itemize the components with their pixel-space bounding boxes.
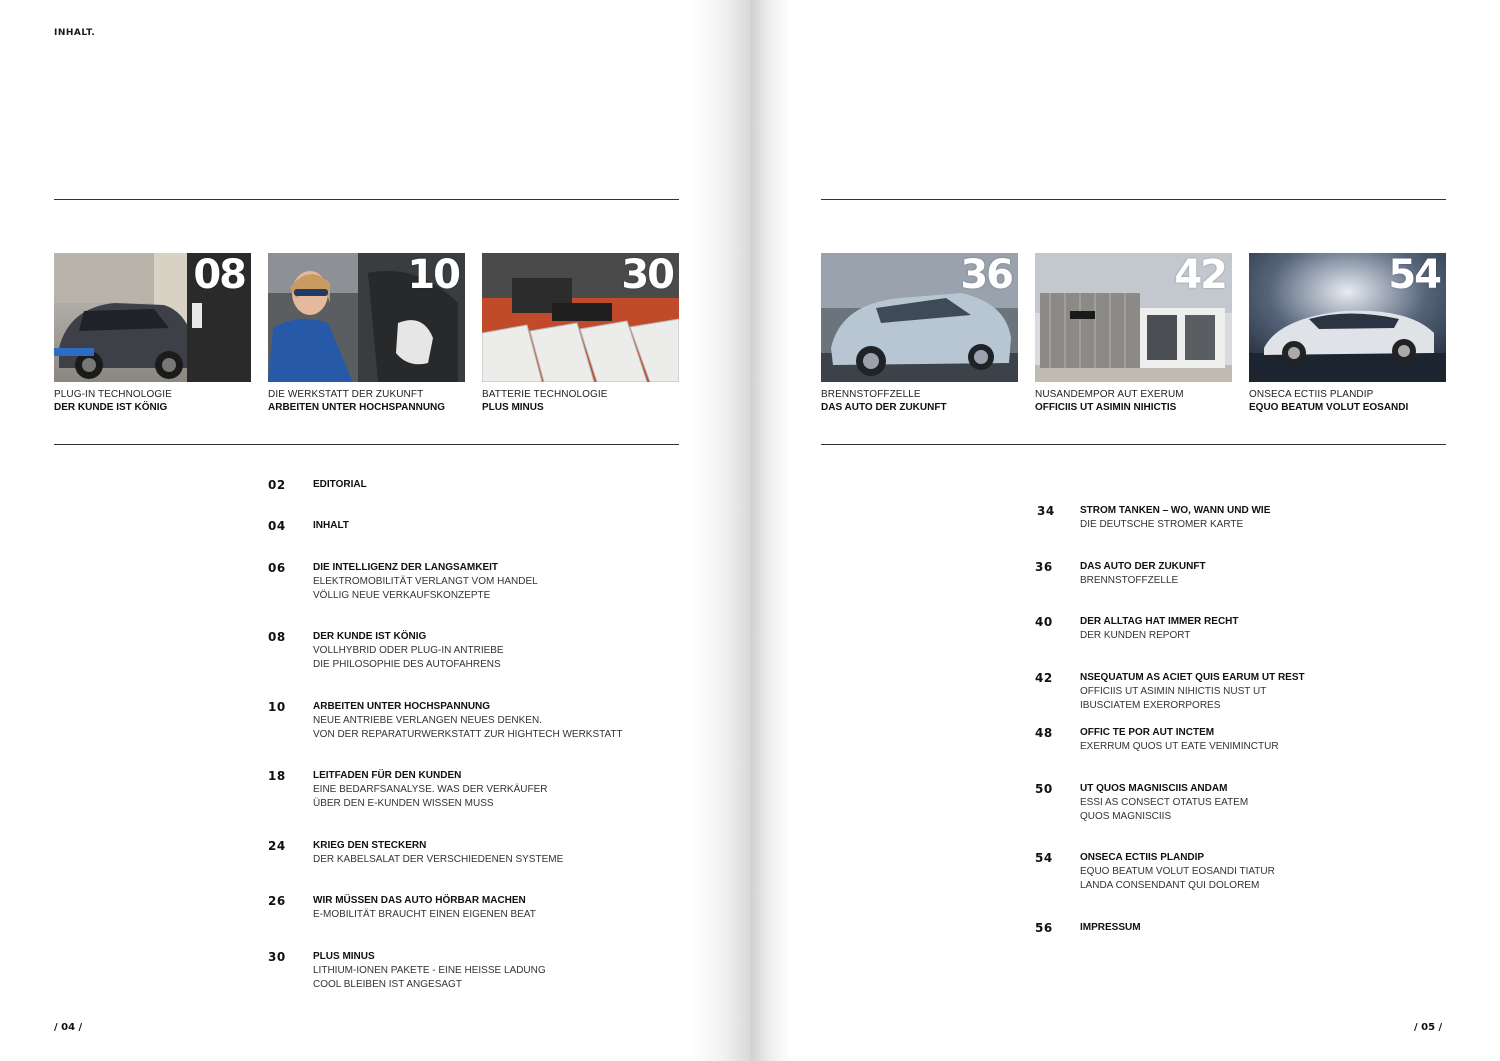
feature-page-number: 36 <box>960 253 1012 298</box>
toc-subtitle: ELEKTROMOBILITÄT VERLANGT VOM HANDEL <box>313 576 538 587</box>
toc-title: PLUS MINUS <box>313 951 375 962</box>
feature-kicker: BATTERIE TECHNOLOGIE <box>482 389 608 400</box>
mid-rule-left <box>54 444 679 445</box>
toc-subtitle: DER KABELSALAT DER VERSCHIEDENEN SYSTEME <box>313 854 564 865</box>
toc-page-number: 40 <box>1035 615 1053 629</box>
toc-page-number: 18 <box>268 769 286 783</box>
feature-page-number: 42 <box>1174 253 1226 298</box>
toc-page-number: 24 <box>268 839 286 853</box>
toc-page-number: 26 <box>268 894 286 908</box>
feature-image-streamlined-car <box>1249 253 1446 382</box>
page-folio-right: / 05 / <box>1414 1022 1443 1033</box>
page-folio-left: / 04 / <box>54 1022 83 1033</box>
feature-kicker: PLUG-IN TECHNOLOGIE <box>54 389 172 400</box>
toc-page-number: 42 <box>1035 671 1053 685</box>
toc-title: WIR MÜSSEN DAS AUTO HÖRBAR MACHEN <box>313 895 526 906</box>
toc-subtitle: COOL BLEIBEN IST ANGESAGT <box>313 979 462 990</box>
feature-card[interactable] <box>821 253 1018 413</box>
toc-title: DIE INTELLIGENZ DER LANGSAMKEIT <box>313 562 498 573</box>
toc-title: ONSECA ECTIIS PLANDIP <box>1080 852 1205 863</box>
toc-subtitle: LANDA CONSENDANT QUI DOLOREM <box>1080 880 1260 891</box>
feature-title: OFFICIIS UT ASIMIN NIHICTIS <box>1035 402 1177 413</box>
feature-image-ev-charging <box>54 253 251 382</box>
toc-subtitle: OFFICIIS UT ASIMIN NIHICTIS NUST UT <box>1080 686 1267 697</box>
feature-page-number: 10 <box>407 253 459 298</box>
spine-shadow-right <box>750 0 790 1061</box>
toc-title: ARBEITEN UNTER HOCHSPANNUNG <box>313 701 491 712</box>
toc-subtitle: EQUO BEATUM VOLUT EOSANDI TIATUR <box>1080 866 1275 877</box>
toc-subtitle: EXERRUM QUOS UT EATE VENIMINCTUR <box>1080 741 1279 752</box>
spine-shadow-left <box>690 0 750 1061</box>
toc-title: DAS AUTO DER ZUKUNFT <box>1080 561 1206 572</box>
toc-subtitle: ÜBER DEN E-KUNDEN WISSEN MUSS <box>313 798 494 809</box>
section-title: INHALT. <box>54 28 96 38</box>
toc-title: NSEQUATUM AS ACIET QUIS EARUM UT REST <box>1080 672 1305 683</box>
toc-subtitle: LITHIUM-IONEN PAKETE - EINE HEISSE LADUNG <box>313 965 546 976</box>
toc-subtitle: DIE PHILOSOPHIE DES AUTOFAHRENS <box>313 659 501 670</box>
toc-subtitle: IBUSCIATEM EXERORPORES <box>1080 700 1221 711</box>
toc-subtitle: VÖLLIG NEUE VERKAUFSKONZEPTE <box>313 590 491 601</box>
feature-kicker: ONSECA ECTIIS PLANDIP <box>1249 389 1374 400</box>
toc-title: INHALT <box>313 520 349 531</box>
toc-subtitle: VON DER REPARATURWERKSTATT ZUR HIGHTECH WERKSTATT <box>313 729 623 740</box>
toc-title: STROM TANKEN – WO, WANN UND WIE <box>1080 505 1271 516</box>
toc-subtitle: BRENNSTOFFZELLE <box>1080 575 1179 586</box>
feature-image-battery <box>482 253 679 382</box>
feature-card[interactable] <box>54 253 251 413</box>
feature-card[interactable] <box>1249 253 1446 413</box>
toc-subtitle: DER KUNDEN REPORT <box>1080 630 1191 641</box>
toc-page-number: 48 <box>1035 726 1053 740</box>
toc-title: UT QUOS MAGNISCIIS ANDAM <box>1080 783 1228 794</box>
toc-subtitle: E-MOBILITÄT BRAUCHT EINEN EIGENEN BEAT <box>313 909 536 920</box>
toc-subtitle: VOLLHYBRID ODER PLUG-IN ANTRIEBE <box>313 645 504 656</box>
feature-card[interactable] <box>1035 253 1232 413</box>
feature-kicker: NUSANDEMPOR AUT EXERUM <box>1035 389 1184 400</box>
feature-title: DAS AUTO DER ZUKUNFT <box>821 402 947 413</box>
toc-subtitle: QUOS MAGNISCIIS <box>1080 811 1172 822</box>
toc-page-number: 34 <box>1037 504 1055 518</box>
feature-page-number: 08 <box>193 253 245 298</box>
toc-page-number: 04 <box>268 519 286 533</box>
top-rule-right <box>821 199 1446 200</box>
toc-title: DER KUNDE IST KÖNIG <box>313 631 427 642</box>
toc-title: OFFIC TE POR AUT INCTEM <box>1080 727 1215 738</box>
feature-page-number: 30 <box>621 253 673 298</box>
feature-card[interactable] <box>482 253 679 413</box>
feature-title: EQUO BEATUM VOLUT EOSANDI <box>1249 402 1409 413</box>
toc-subtitle: ESSI AS CONSECT OTATUS EATEM <box>1080 797 1249 808</box>
toc-title: LEITFADEN FÜR DEN KUNDEN <box>313 770 462 781</box>
feature-page-number: 54 <box>1388 253 1440 298</box>
toc-page-number: 08 <box>268 630 286 644</box>
toc-title: IMPRESSUM <box>1080 922 1141 933</box>
toc-subtitle: NEUE ANTRIEBE VERLANGEN NEUES DENKEN. <box>313 715 542 726</box>
toc-subtitle: DIE DEUTSCHE STROMER KARTE <box>1080 519 1244 530</box>
feature-image-concept-car <box>821 253 1018 382</box>
toc-title: KRIEG DEN STECKERN <box>313 840 427 851</box>
feature-image-workshop <box>268 253 465 382</box>
feature-card[interactable] <box>268 253 465 413</box>
feature-title: ARBEITEN UNTER HOCHSPANNUNG <box>268 402 446 413</box>
feature-title: PLUS MINUS <box>482 402 544 413</box>
top-rule-left <box>54 199 679 200</box>
toc-page-number: 02 <box>268 478 286 492</box>
feature-title: DER KUNDE IST KÖNIG <box>54 402 168 413</box>
toc-page-number: 54 <box>1035 851 1053 865</box>
feature-kicker: DIE WERKSTATT DER ZUKUNFT <box>268 389 424 400</box>
toc-subtitle: EINE BEDARFSANALYSE. WAS DER VERKÄUFER <box>313 784 548 795</box>
toc-page-number: 06 <box>268 561 286 575</box>
toc-page-number: 30 <box>268 950 286 964</box>
toc-page-number: 36 <box>1035 560 1053 574</box>
feature-kicker: BRENNSTOFFZELLE <box>821 389 921 400</box>
feature-image-dealership <box>1035 253 1232 382</box>
mid-rule-right <box>821 444 1446 445</box>
toc-title: DER ALLTAG HAT IMMER RECHT <box>1080 616 1239 627</box>
toc-page-number: 10 <box>268 700 286 714</box>
toc-title: EDITORIAL <box>313 479 367 490</box>
toc-page-number: 50 <box>1035 782 1053 796</box>
toc-page-number: 56 <box>1035 921 1053 935</box>
